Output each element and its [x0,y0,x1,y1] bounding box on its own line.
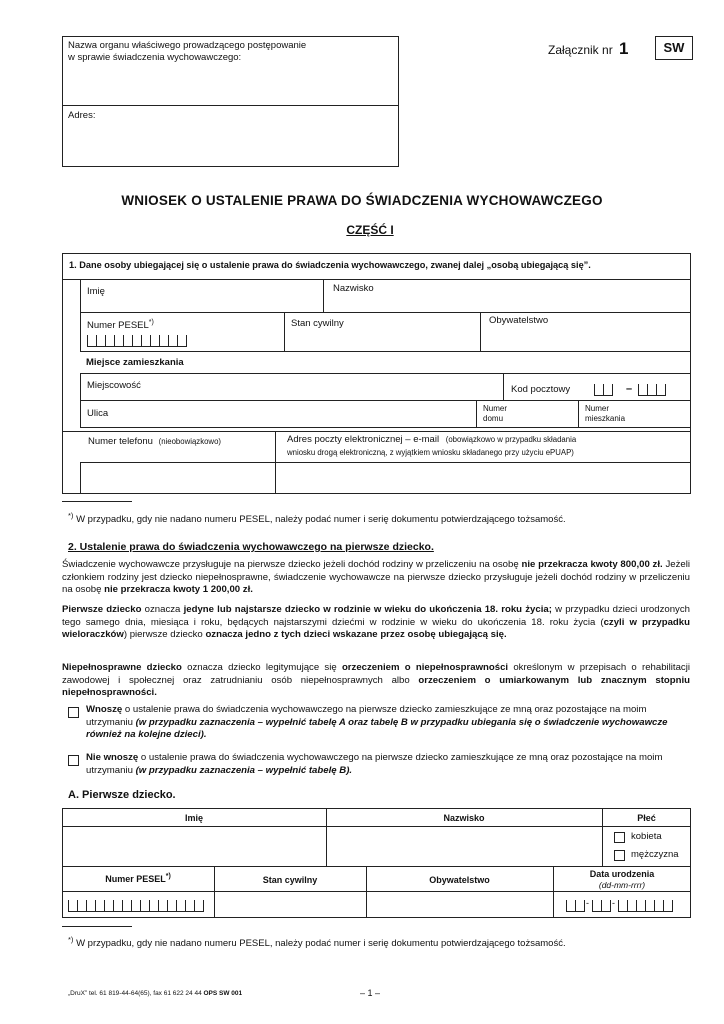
section2-paragraph-3 [62,662,690,700]
birth-year-cells[interactable] [618,900,673,912]
table-a-row1-bottom [62,866,691,867]
page-title: WNIOSEK O USTALENIE PRAWA DO ŚWIADCZENIA WYCHOWAWCZEGO [121,193,603,208]
birth-month-cells[interactable] [592,900,611,912]
printer-text: „DruX” tel. 61 819-44-64(65), fax 61 622 24 44 [68,990,204,997]
pesel-label [87,317,154,332]
opt1-text-b: o ustalenie prawa do świadczenia wychowawczego na pierwsze dziecko zamieszkujące ze mną oraz pozostające na moim utrzymaniu [86,704,647,728]
city-label: Miejscowość [87,380,141,391]
p2-text-g: oznacza jedno z tych dzieci wskazane przez osobę ubiegającą się. [205,629,507,641]
email-label-text: Adres poczty elektronicznej – e-mail [287,434,440,445]
col-last-name: Nazwisko [443,813,485,823]
col-marital: Stan cywilny [262,875,318,885]
last-name-label: Nazwisko [333,283,374,294]
col-birth-date: Data urodzenia [589,869,655,879]
attachment-number: 1 [619,39,629,58]
opt2-text-b: o ustalenie prawa do świadczenia wychowawczego na pierwsze dziecko zamieszkujące ze mną oraz pozostające na moim utrzymaniu [86,752,663,776]
p2-text-c: jedyne lub najstarsze dziecko w rodzinie w wieku do ukończenia 18. roku życia; [183,604,552,615]
opt1-text-c: (w przypadku zaznaczenia – wypełnić tabelę A oraz tabelę B w przypadku ubiegania się o świadczenie wychowawcze również na kolejne dzieci). [86,716,668,741]
page-number: – 1 – [359,988,381,998]
postal-code-label: Kod pocztowy [511,384,571,395]
footnote2-text: W przypadku, gdy nie nadano numeru PESEL, należy podać numer i serię dokumentu potwierdzającego tożsamość. [76,938,566,950]
p3-text-b: oznacza dziecko legitymujące się [181,662,342,673]
p2-text-a: Pierwsze dziecko [62,604,142,615]
authority-label: Nazwa organu właściwego prowadzącego postępowanie w sprawie świadczenia wychowawczego: [68,40,307,63]
printer-info [68,990,242,997]
sex-male-label: mężczyzna [631,849,679,860]
opt1-text-a: Wnoszę [86,704,123,715]
email-note-2: wniosku drogą elektroniczną, z wyjątkiem wniosku składanego przy użyciu ePUAP) [287,448,574,457]
child-marital-input[interactable] [215,892,365,917]
col-first-name: Imię [184,813,203,823]
footnote1-text: W przypadku, gdy nie nadano numeru PESEL, należy podać numer i serię dokumentu potwierdzającego tożsamość. [76,514,566,526]
col-pesel [62,873,214,884]
footnote1 [68,510,566,526]
residence-heading: Miejsce zamieszkania [86,357,184,368]
citizenship-field[interactable] [480,312,691,352]
phone-label-text: Numer telefonu [88,436,153,447]
marital-status-field[interactable] [284,312,481,352]
postal-code-field[interactable] [503,373,691,401]
last-name-field[interactable] [323,279,691,313]
p2-text-e: czyli w przypadku wieloraczków [62,616,690,641]
p3-text-e: orzeczeniem o umiarkowanym lub znacznym stopniu niepełnosprawności. [62,674,690,699]
postal-code-cells-a[interactable] [594,384,613,396]
email-note-1: (obowiązkowo w przypadku składania [445,435,577,444]
pesel-field[interactable] [80,312,285,352]
email-label [287,434,576,446]
footnote2 [68,934,566,950]
col-pesel-text: Numer PESEL [105,874,166,884]
part-title: CZĘŚĆ I [346,223,394,237]
phone-field[interactable] [80,462,276,494]
postal-code-dash: – [626,383,633,395]
phone-label [88,436,221,448]
birth-sep-1: - [586,898,589,908]
footnote1-mark: *) [68,511,74,520]
p3-text-c: orzeczeniem o niepełnosprawności [341,662,509,673]
child-last-name-input[interactable] [327,827,601,865]
postal-code-cells-b[interactable] [638,384,666,396]
street-label: Ulica [87,408,109,419]
birth-sep-2: - [612,898,615,908]
birth-day-cells[interactable] [566,900,585,912]
p1-text-a: Świadczenie wychowawcze przysługuje na pierwsze dziecko jeżeli dochód rodziny w przeliczeniu na osobę [62,559,522,570]
p1-text-d: nie przekracza kwoty 1 200,00 zł. [104,584,253,596]
phone-note: (nieobowiązkowo) [158,437,221,446]
col-pesel-sup: *) [165,873,171,880]
marital-status-label: Stan cywilny [291,318,344,329]
p2-text-b: oznacza [141,604,184,615]
city-field[interactable] [80,373,504,401]
col-birth-format: (dd-mm-rrrr) [598,880,646,890]
child-pesel-cells[interactable] [68,900,204,912]
pesel-footnote-mark: *) [148,319,154,326]
child-first-name-input[interactable] [63,827,325,865]
p2-text-f: ) pierwsze dziecko [123,629,206,641]
section2-heading: 2. Ustalenie prawa do świadczenia wychowawczego na pierwsze dziecko. [68,541,434,553]
p1-text-b: nie przekracza kwoty 800,00 zł. [521,559,663,570]
sex-male-checkbox[interactable] [614,850,625,861]
no-request-first-child-checkbox[interactable] [68,755,79,766]
authority-divider [63,105,398,106]
citizenship-label: Obywatelstwo [489,315,549,326]
option1-text [86,704,690,742]
section2-paragraph-2 [62,604,690,642]
flat-number-label: Numer mieszkania [585,404,626,423]
opt2-text-c: (w przypadku zaznaczenia – wypełnić tabelę B). [135,764,353,776]
first-name-field[interactable] [80,279,324,313]
opt2-text-a: Nie wnoszę [86,752,139,763]
col-sex: Płeć [637,813,656,823]
sex-female-label: kobieta [631,831,662,842]
footnote2-mark: *) [68,935,74,944]
section2-paragraph-1 [62,559,690,597]
child-citizenship-input[interactable] [367,892,552,917]
pesel-label-text: Numer PESEL [87,320,149,332]
attachment-label [548,40,629,59]
option2-text [86,752,676,777]
attachment-text: Załącznik nr [548,43,613,57]
footnote1-rule [62,501,132,502]
address-label: Adres: [68,110,96,121]
p3-text-d: określonym w przepisach o rehabilitacji zawodowej i społecznej oraz zatrudnianiu osób niepełnosprawnych albo [62,662,690,686]
contact-divider-top [62,431,691,432]
authority-box[interactable] [62,36,399,167]
p3-text-a: Niepełnosprawne dziecko [62,662,182,673]
street-field[interactable] [80,400,477,428]
footnote2-rule [62,926,132,927]
pesel-cells[interactable] [87,335,187,347]
p1-text-c: Jeżeli członkiem rodziny jest dziecko niepełnosprawne, świadczenie wychowawcze na pierwsze dziecko przysługuje jeżeli dochód rodziny w przeliczeniu na osobę [62,559,690,596]
house-number-field[interactable] [476,400,579,428]
first-name-label: Imię [87,286,105,297]
col-citizenship: Obywatelstwo [429,875,490,885]
table-a-heading: A. Pierwsze dziecko. [68,789,176,801]
request-first-child-checkbox[interactable] [68,707,79,718]
p2-text-d: w przypadku dzieci urodzonych tego samego dnia, miesiąca i roku, będących najstarszymi dziećmi w rodzinie w wieku do ukończenia 18. roku życia ( [62,604,690,628]
sex-female-checkbox[interactable] [614,832,625,843]
printer-code: OPS SW 001 [203,990,243,997]
form-code-badge: SW [655,36,693,60]
house-number-label: Numer domu [483,404,508,423]
section1-heading: 1. Dane osoby ubiegającej się o ustalenie prawa do świadczenia wychowawczego, zwanej dalej „osobą ubiegającą się”. [69,260,591,270]
flat-number-field[interactable] [578,400,691,428]
email-field[interactable] [275,462,691,494]
